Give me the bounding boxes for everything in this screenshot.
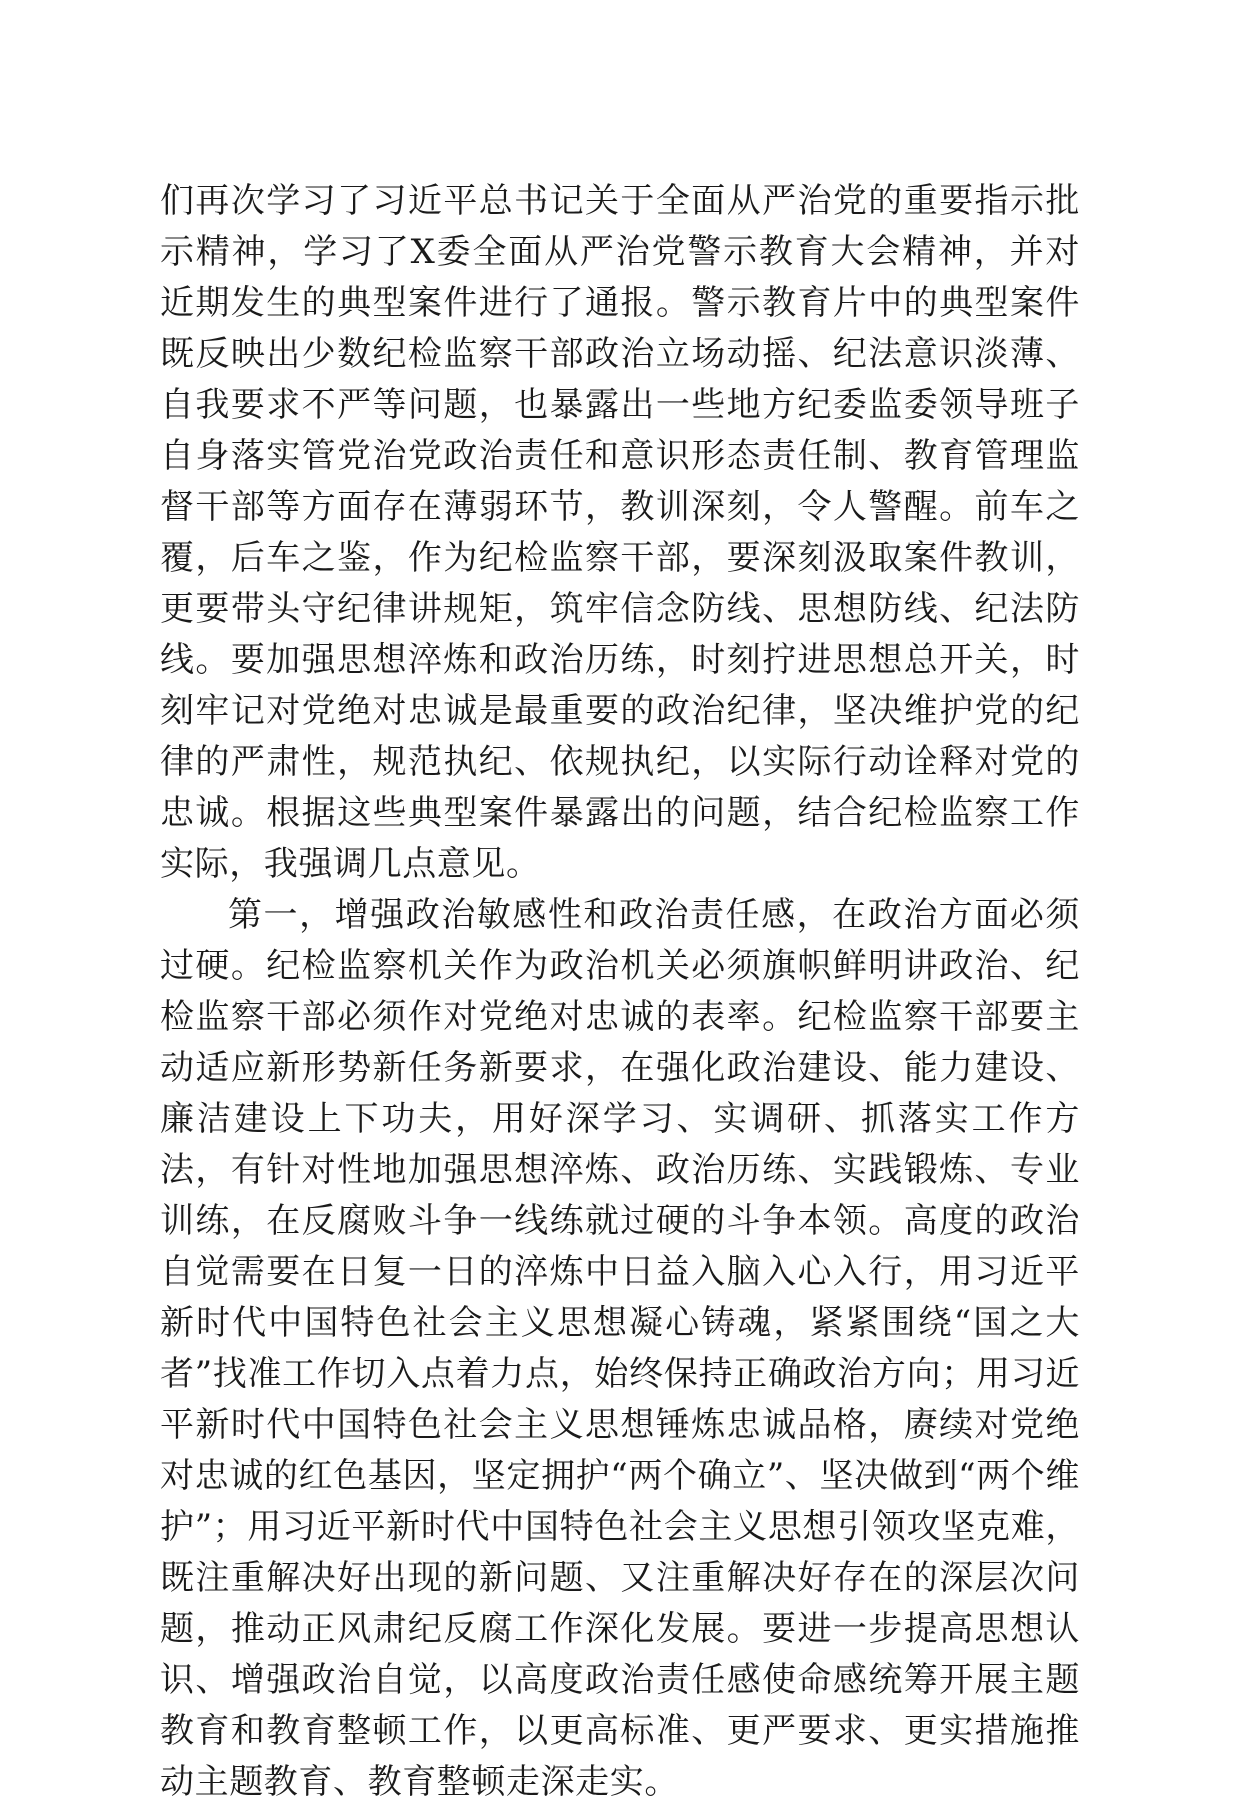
body-text <box>160 176 1080 1808</box>
paragraph-continuation: 们再次学习了习近平总书记关于全面从严治党的重要指示批示精神，学习了X委全面从严治党警示教育大会精神，并对近期发生的典型案件进行了通报。警示教育片中的典型案件既反映出少数纪检监察干部政治立场动摇、纪法意识淡薄、自我要求不严等问题，也暴露出一些地方纪委监委领导班子自身落实管党治党政治责任和意识形态责任制、教育管理监督干部等方面存在薄弱环节，教训深刻，令人警醒。前车之覆，后车之鉴，作为纪检监察干部，要深刻汲取案件教训，更要带头守纪律讲规矩，筑牢信念防线、思想防线、纪法防线。要加强思想淬炼和政治历练，时刻拧进思想总开关，时刻牢记对党绝对忠诚是最重要的政治纪律，坚决维护党的纪律的严肃性，规范执纪、依规执纪，以实际行动诠释对党的忠诚。根据这些典型案件暴露出的问题，结合纪检监察工作实际，我强调几点意见。 <box>160 181 1080 884</box>
paragraph-point-one: 第一，增强政治敏感性和政治责任感，在政治方面必须过硬。纪检监察机关作为政治机关必须旗帜鲜明讲政治、纪检监察干部必须作对党绝对忠诚的表率。纪检监察干部要主动适应新形势新任务新要求，在强化政治建设、能力建设、廉洁建设上下功夫，用好深学习、实调研、抓落实工作方法，有针对性地加强思想淬炼、政治历练、实践锻炼、专业训练，在反腐败斗争一线练就过硬的斗争本领。高度的政治自觉需要在日复一日的淬炼中日益入脑入心入行，用习近平新时代中国特色社会主义思想凝心铸魂，紧紧围绕“国之大者”找准工作切入点着力点，始终保持正确政治方向；用习近平新时代中国特色社会主义思想锤炼忠诚品格，赓续对党绝对忠诚的红色基因，坚定拥护“两个确立”、坚决做到“两个维护”；用习近平新时代中国特色社会主义思想引领攻坚克难，既注重解决好出现的新问题、又注重解决好存在的深层次问题，推动正风肃纪反腐工作深化发展。要进一步提高思想认识、增强政治自觉，以高度政治责任感使命感统筹开展主题教育和教育整顿工作，以更高标准、更严要求、更实措施推动主题教育、教育整顿走深走实。 <box>160 895 1080 1802</box>
